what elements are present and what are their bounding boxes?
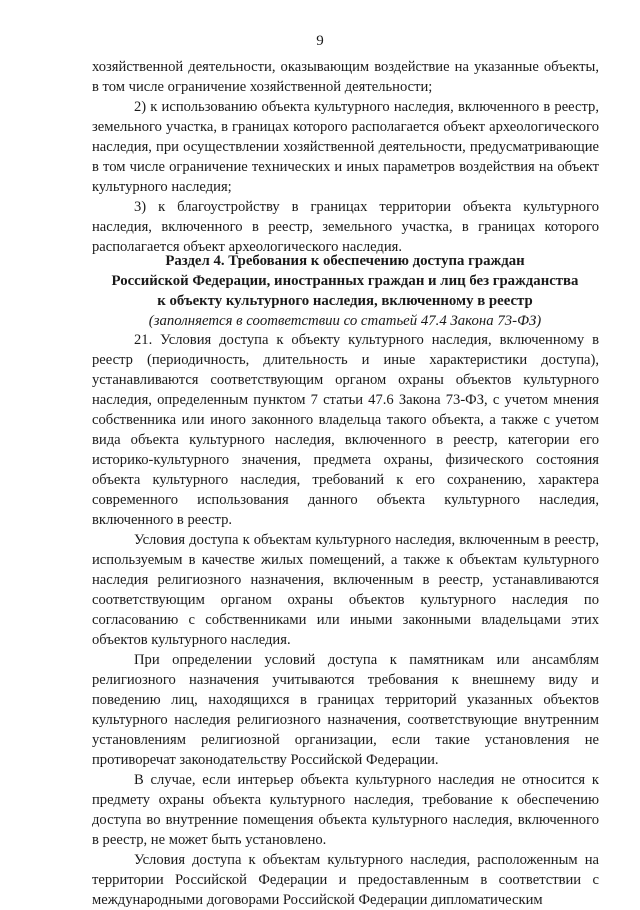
paragraph-diplomatic: Условия доступа к объектам культурного наследия, расположенным на территории Российской Федерации и предоставленным в соответствии с международными договорами Российской Федерации дипломатическим [92, 852, 599, 908]
section-title-line-3: к объекту культурного наследия, включенному в реестр [157, 293, 533, 309]
paragraph-continuation: хозяйственной деятельности, оказывающим воздействие на указанные объекты, в том числе ограничение хозяйственной деятельности; [92, 59, 599, 95]
paragraph-item-3: 3) к благоустройству в границах территории объекта культурного наследия, включенного в реестр, земельного участка, в границах которого располагается объект археологического наследия. [92, 199, 599, 255]
top-text-block [92, 57, 599, 257]
section-heading [80, 251, 610, 331]
section-title-line-2: Российской Федерации, иностранных граждан и лиц без гражданства [111, 273, 579, 289]
main-text-block [92, 330, 599, 910]
section-note: (заполняется в соответствии со статьей 47.4 Закона 73-ФЗ) [148, 313, 542, 329]
paragraph-residential-religious: Условия доступа к объектам культурного наследия, включенным в реестр, используемым в качестве жилых помещений, а также к объектам культурного наследия религиозного назначения, включенным в реестр, устанавливаются соответствующим органом охраны объектов культурного наследия по согласованию с собственниками или иными законными владельцами этих объектов культурного наследия. [92, 532, 599, 648]
paragraph-21: 21. Условия доступа к объекту культурного наследия, включенному в реестр (периодичность, длительность и иные характеристики доступа), устанавливаются соответствующим органом охраны объектов культурного наследия, определенным пунктом 7 статьи 47.6 Закона 73-ФЗ, с учетом мнения собственника или иного законного владельца такого объекта, а также с учетом вида объекта культурного наследия, включенного в реестр, категории его историко-культурного значения, предмета охраны, физического состояния объекта культурного наследия, требований к его сохранению, характера современного использования данного объекта культурного наследия, включенного в реестр. [92, 332, 599, 528]
section-title-line-1: Раздел 4. Требования к обеспечению доступа граждан [165, 253, 525, 269]
page-number: 9 [316, 33, 324, 49]
paragraph-religious-requirements: При определении условий доступа к памятникам или ансамблям религиозного назначения учитываются требования к внешнему виду и поведению лиц, находящихся в границах территорий указанных объектов культурного наследия религиозного назначения, соответствующие внутренним установлениям религиозной организации, если такие установления не противоречат законодательству Российской Федерации. [92, 652, 599, 768]
paragraph-interior: В случае, если интерьер объекта культурного наследия не относится к предмету охраны объекта культурного наследия, требование к обеспечению доступа во внутренние помещения объекта культурного наследия, включенного в реестр, не может быть установлено. [92, 772, 599, 848]
paragraph-item-2: 2) к использованию объекта культурного наследия, включенного в реестр, земельного участка, в границах которого располагается объект археологического наследия, при осуществлении хозяйственной деятельности, предусматривающие в том числе ограничение технических и иных параметров воздействия на объект культурного наследия; [92, 99, 599, 195]
